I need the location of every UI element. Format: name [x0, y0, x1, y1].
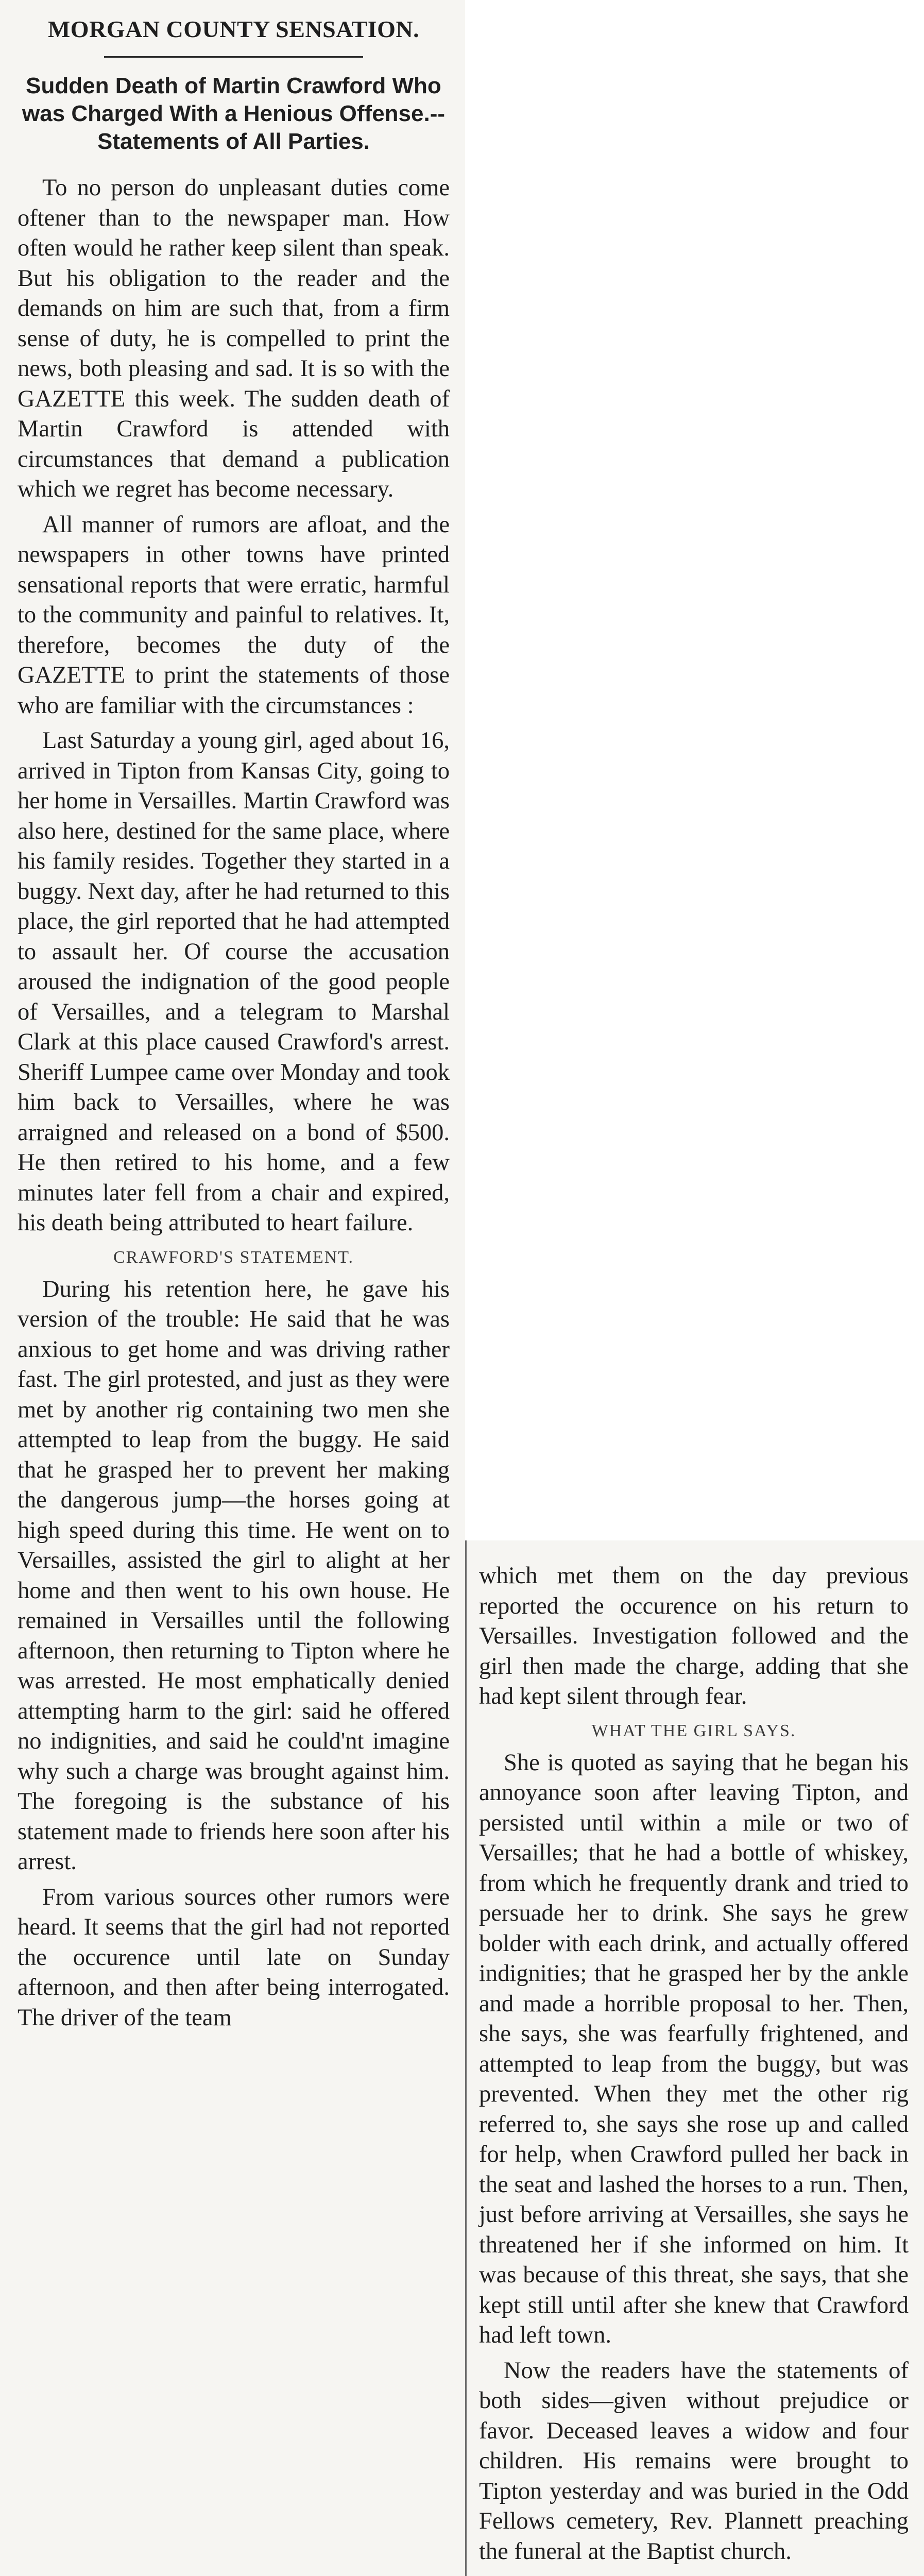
article-deck: Sudden Death of Martin Crawford Who was Charged With a Henious Offense.--Statements of All Parties. — [22, 73, 446, 154]
paragraph-girl-statement: She is quoted as saying that he began his annoyance soon after leaving Tipton, and persisted until within a mile or two of Versailles; that he had a bottle of whiskey, from which he frequently drank and tried to persuade her to drink. She says he grew bolder with each drink, and actually offered indignities; that he grasped her by the ankle and made a horrible proposal to her. Then, she says, she was fearfully frightened, and attempted to leap from the buggy, but was prevented. When they met the other rig referred to, she says she rose up and called for help, when Crawford pulled her back in the seat and lashed the horses to a run. Then, just before arriving at Versailles, she says he threatened her if she informed on him. It was because of this threat, she says, that she kept still until after she knew that Crawford had left town. — [479, 1749, 909, 2348]
paragraph-events: Last Saturday a young girl, aged about 16, arrived in Tipton from Kansas City, going to her home in Versailles. Martin Crawford was also here, destined for the same place, where his family resides. Together they started in a buggy. Next day, after he had returned to this place, the girl reported that he had attempted to assault her. Of course the accusation aroused the indignation of the good people of Versailles, and a telegram to Marshal Clark at this place caused Crawford's arrest. Sheriff Lumpee came over Monday and took him back to Versailles, where he was arraigned and released on a bond of $500. He then retired to his home, and a few minutes later fell from a chair and expired, his death being attributed to heart failure. — [18, 727, 450, 1236]
paragraph-both-sides: Now the readers have the statements of both sides—given without prejudice or favor. Deceased leaves a widow and four children. His remains were brought to Tipton yesterday and was buried in the Odd Fellows cemetery, Rev. Plannett preaching the funeral at the Baptist church. — [479, 2357, 909, 2565]
subhead-crawford-statement: CRAWFORD'S STATEMENT. — [113, 1247, 354, 1267]
title-rule — [104, 56, 363, 58]
paragraph-rumors: All manner of rumors are afloat, and the newspapers in other towns have printed sensational reports that were erratic, harmful to the community and painful to relatives. It, therefore, becomes the duty of the GAZETTE to print the statements of those who are familiar with the circumstances : — [18, 511, 450, 719]
paragraph-other-rumors: From various sources other rumors were heard. It seems that the girl had not reported the occurence until late on Sunday afternoon, and then after being interrogated. The driver of the team — [18, 1884, 450, 2031]
paragraph-continued: which met them on the day previous reported the occurence on his return to Versailles. Investigation followed and the girl then made the charge, adding that she had kept silent through fear. — [479, 1563, 909, 1709]
article-column-2 — [465, 1540, 924, 2576]
subhead-girl-says: WHAT THE GIRL SAYS. — [591, 1721, 796, 1740]
paragraph-crawford-version: During his retention here, he gave his version of the trouble: He said that he was anxious to get home and was driving rather fast. The girl protested, and just as they were met by another rig containing two men she attempted to leap from the buggy. He said that he grasped her to prevent her making the dangerous jump—the horses going at high speed during this time. He went on to Versailles, assisted the girl to alight at her home and then went to his own house. He remained in Versailles until the following afternoon, then returning to Tipton where he was arrested. He most emphatically denied attempting harm to the girl: said he offered no indignities, and said he could'nt imagine why such a charge was brought against him. The foregoing is the substance of his statement made to friends here soon after his arrest. — [18, 1276, 450, 1875]
article-title: MORGAN COUNTY SENSATION. — [47, 16, 420, 42]
paragraph-intro: To no person do unpleasant duties come oftener than to the newspaper man. How often would he rather keep silent than speak. But his obligation to the reader and the demands on him are such that, from a firm sense of duty, he is compelled to print the news, both pleasing and sad. It is so with the GAZETTE this week. The sudden death of Martin Crawford is attended with circumstances that demand a publication which we regret has become necessary. — [18, 175, 450, 502]
